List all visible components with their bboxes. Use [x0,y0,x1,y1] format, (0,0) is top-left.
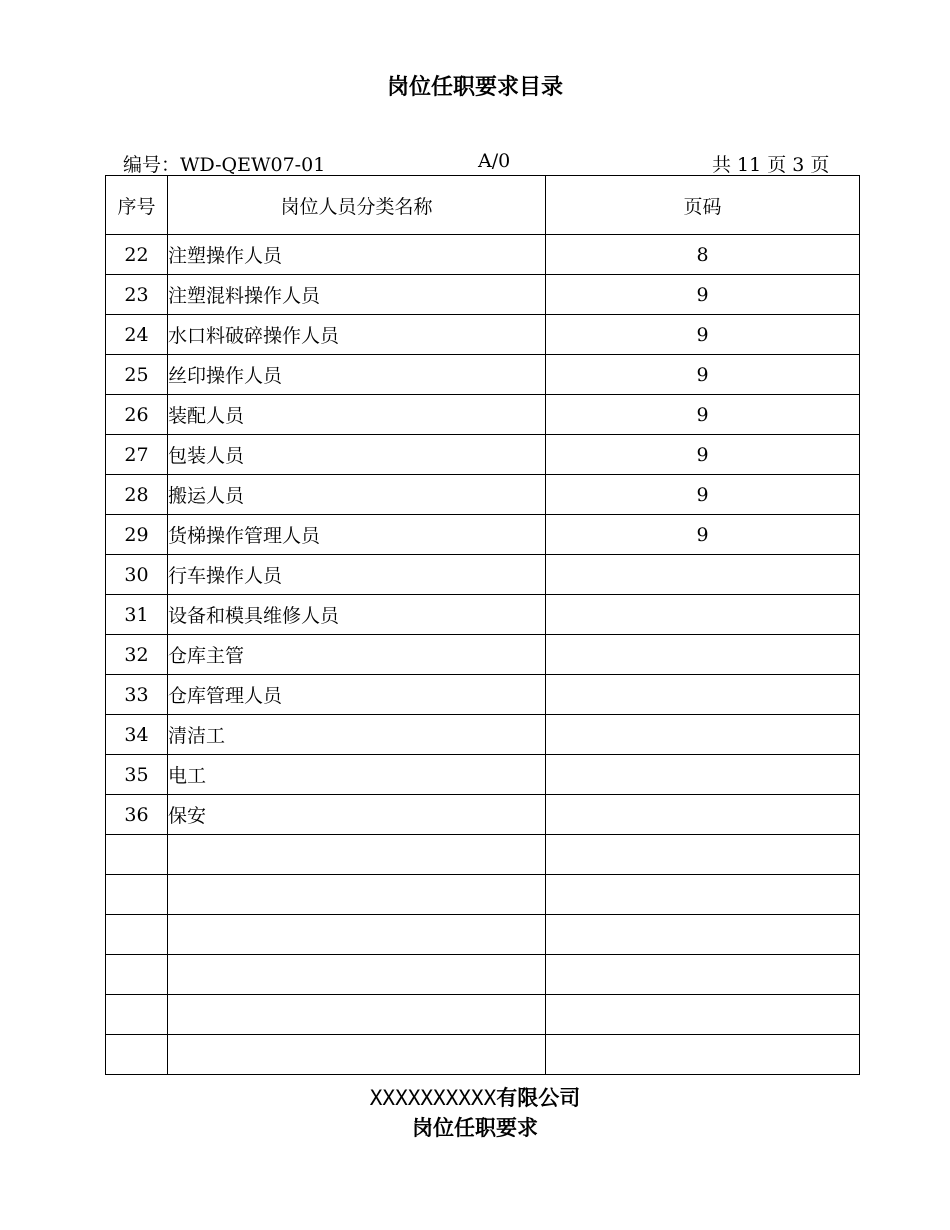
cell-page [546,915,860,955]
table-row [106,315,860,355]
cell-page [546,995,860,1035]
cell-page: 9 [546,435,860,475]
cell-no [106,955,168,995]
cell-page: 9 [546,395,860,435]
table-row [106,675,860,715]
table-row [106,875,860,915]
cell-no [106,995,168,1035]
table-row [106,435,860,475]
cell-no: 32 [106,635,168,675]
table-row [106,795,860,835]
cell-no: 22 [106,235,168,275]
table-row [106,355,860,395]
footer-doc-name: 岗位任职要求 [412,1115,538,1140]
cell-no: 35 [106,755,168,795]
footer-company-cn: 有限公司 [496,1085,581,1110]
cell-no: 28 [106,475,168,515]
table-row [106,835,860,875]
cell-no: 29 [106,515,168,555]
document-code: 编号：WD-QEW07-01 [123,154,326,176]
cell-no [106,835,168,875]
cell-name [168,875,546,915]
toc-table [105,175,860,1075]
cell-name: 保安 [168,795,546,835]
cell-no: 30 [106,555,168,595]
table-row [106,275,860,315]
footer [0,1083,950,1142]
header-name: 岗位人员分类名称 [168,176,546,235]
cell-page [546,1035,860,1075]
cell-name: 清洁工 [168,715,546,755]
table-row [106,555,860,595]
cell-no [106,875,168,915]
footer-company-latin: XXXXXXXXXX [369,1086,497,1110]
table-row [106,235,860,275]
cell-page [546,555,860,595]
table-row [106,475,860,515]
cell-page [546,835,860,875]
cell-name [168,955,546,995]
header-page: 页码 [546,176,860,235]
cell-name [168,915,546,955]
cell-page [546,795,860,835]
table-row [106,715,860,755]
cell-page [546,595,860,635]
cell-name: 行车操作人员 [168,555,546,595]
cell-page: 9 [546,275,860,315]
cell-no: 25 [106,355,168,395]
cell-name: 包装人员 [168,435,546,475]
page-info: 共 11 页 3 页 [712,154,830,176]
table-row [106,995,860,1035]
cell-no [106,1035,168,1075]
cell-page: 9 [546,355,860,395]
table-row [106,395,860,435]
footer-company [0,1083,950,1113]
cell-name: 设备和模具维修人员 [168,595,546,635]
cell-no: 36 [106,795,168,835]
table-body [106,235,860,1075]
table-row [106,755,860,795]
table-row [106,515,860,555]
cell-page [546,955,860,995]
table-row [106,595,860,635]
table-row [106,635,860,675]
document-title: 岗位任职要求目录 [386,74,563,100]
table-row [106,915,860,955]
cell-name: 仓库主管 [168,635,546,675]
cell-no: 27 [106,435,168,475]
table-row [106,1035,860,1075]
cell-page [546,875,860,915]
cell-no: 23 [106,275,168,315]
cell-name: 电工 [168,755,546,795]
document-revision: A/0 [478,150,511,172]
cell-name: 水口料破碎操作人员 [168,315,546,355]
cell-name: 仓库管理人员 [168,675,546,715]
table-row [106,955,860,995]
cell-name: 注塑混料操作人员 [168,275,546,315]
cell-name: 装配人员 [168,395,546,435]
cell-page: 9 [546,475,860,515]
cell-no: 34 [106,715,168,755]
header-no: 序号 [106,176,168,235]
cell-name [168,835,546,875]
cell-no: 33 [106,675,168,715]
cell-name: 注塑操作人员 [168,235,546,275]
cell-page [546,715,860,755]
cell-no: 24 [106,315,168,355]
cell-no: 31 [106,595,168,635]
cell-page [546,755,860,795]
cell-page [546,635,860,675]
cell-name: 搬运人员 [168,475,546,515]
cell-page: 9 [546,515,860,555]
cell-no [106,915,168,955]
cell-no: 26 [106,395,168,435]
cell-name [168,1035,546,1075]
cell-name: 货梯操作管理人员 [168,515,546,555]
cell-name [168,995,546,1035]
table-header-row [106,176,860,235]
cell-page [546,675,860,715]
cell-page: 9 [546,315,860,355]
cell-name: 丝印操作人员 [168,355,546,395]
document-meta-row [0,150,950,176]
cell-page: 8 [546,235,860,275]
